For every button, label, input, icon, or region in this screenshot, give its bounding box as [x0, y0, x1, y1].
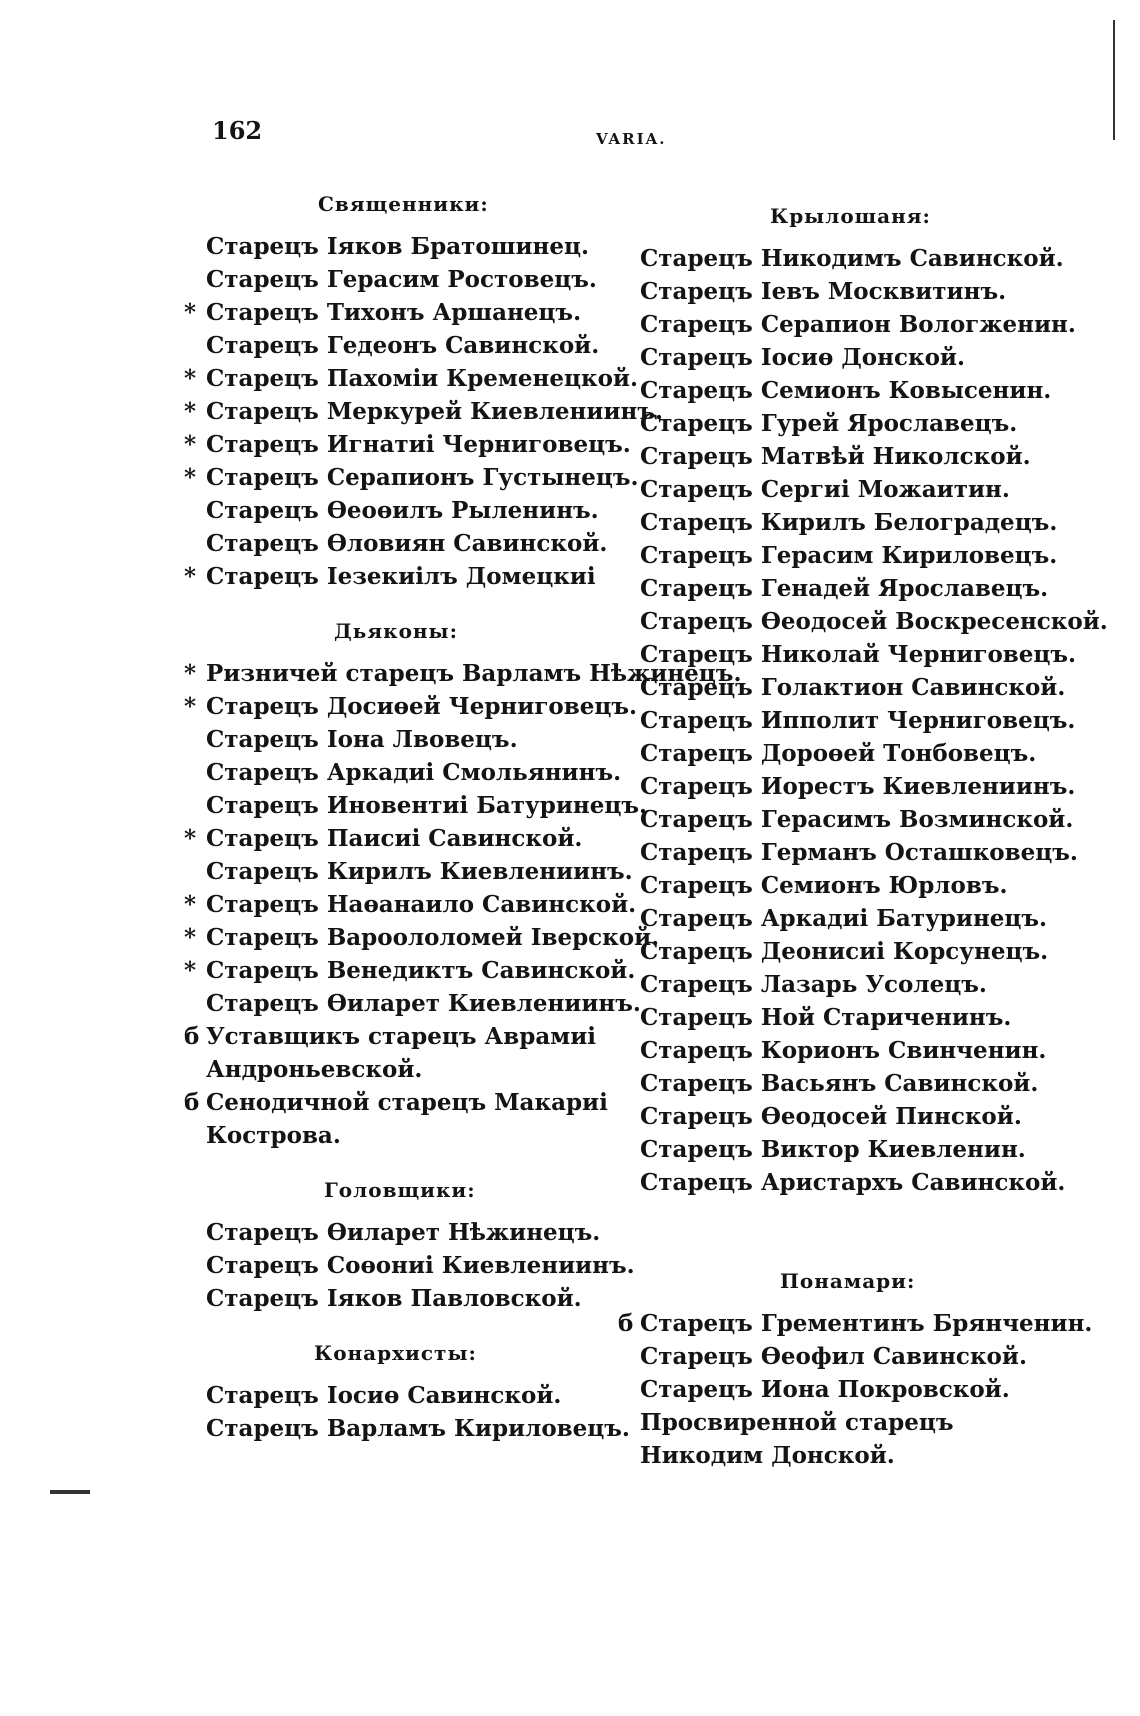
entry-text: Старецъ Іосиө Донской.	[640, 344, 965, 371]
section-kryloshanya	[640, 204, 1108, 1199]
entry-list	[618, 1307, 1093, 1472]
entry-text: Старецъ Кирилъ Белоградецъ.	[640, 509, 1058, 536]
entry-text: Старецъ Дороөей Тонбовецъ.	[640, 740, 1037, 767]
list-item	[640, 935, 1070, 968]
section-dyakony	[184, 619, 742, 1152]
entry-text: Старецъ Ной Стариченинъ.	[640, 1004, 1012, 1031]
entry-text: Ризничей старецъ Варламъ Нѣжинецъ.	[206, 660, 742, 687]
list-item	[184, 888, 637, 921]
entry-text: Старецъ Герасимъ Возминской.	[640, 806, 1074, 833]
left-column	[184, 192, 742, 1471]
entry-text: Старецъ Вароололомей Іверской.	[206, 924, 660, 951]
entry-text: Старецъ Өеофил Савинской.	[640, 1343, 1027, 1370]
entry-text: Старецъ Иорестъ Киевлениинъ.	[640, 773, 1076, 800]
list-item	[640, 275, 1070, 308]
entry-mark: *	[184, 398, 197, 425]
section-golovshchiki	[206, 1178, 635, 1315]
entry-text: Старецъ Герасим Кириловецъ.	[640, 542, 1058, 569]
list-item	[640, 869, 1070, 902]
entry-mark: б	[184, 1089, 200, 1116]
entry-text: Старецъ Васьянъ Савинской.	[640, 1070, 1039, 1097]
list-item	[640, 1373, 1070, 1406]
entry-text: Старецъ Корионъ Свинченин.	[640, 1037, 1047, 1064]
entry-text: Старецъ Пахоміи Кременецкой.	[206, 365, 639, 392]
entry-text: Старецъ Герасим Ростовецъ.	[206, 266, 597, 293]
list-item	[640, 1100, 1070, 1133]
entry-mark: б	[618, 1310, 634, 1337]
scan-edge-line	[1113, 20, 1115, 140]
list-item	[184, 461, 639, 494]
list-item	[206, 1379, 616, 1412]
list-item	[640, 473, 1070, 506]
section-heading: Головщики:	[324, 1178, 476, 1202]
entry-text: Старецъ Ипполит Черниговецъ.	[640, 707, 1076, 734]
entry-text: Старецъ Гедеонъ Савинской.	[206, 332, 600, 359]
list-item	[640, 1406, 1070, 1472]
running-head: VARIA.	[596, 130, 667, 148]
entry-list	[206, 1216, 635, 1315]
list-item	[640, 308, 1076, 341]
list-item	[206, 987, 641, 1020]
list-item	[640, 539, 1070, 572]
section-konarkhisty	[206, 1341, 630, 1445]
entry-text: Старецъ Тихонъ Аршанецъ.	[206, 299, 582, 326]
section-heading: Крылошаня:	[770, 204, 931, 228]
list-item	[618, 1307, 1093, 1340]
entry-text: Старецъ Сергиі Можаитин.	[640, 476, 1010, 503]
list-item	[640, 1067, 1070, 1100]
list-item	[184, 921, 660, 954]
entry-text: Старецъ Никодимъ Савинской.	[640, 245, 1064, 272]
list-item	[640, 1133, 1070, 1166]
entry-mark: б	[184, 1023, 200, 1050]
entry-text: Старецъ Лазарь Усолецъ.	[640, 971, 987, 998]
list-item	[184, 954, 636, 987]
entry-text: Старецъ Виктор Киевленин.	[640, 1136, 1026, 1163]
section-heading: Конархисты:	[314, 1341, 477, 1365]
entry-mark: *	[184, 660, 197, 687]
list-item	[184, 296, 616, 329]
list-item	[640, 1034, 1070, 1067]
list-item	[640, 902, 1070, 935]
list-item	[640, 440, 1070, 473]
entry-mark: *	[184, 563, 197, 590]
section-svyashchenniki	[184, 192, 663, 593]
list-item	[640, 605, 1108, 638]
list-item	[184, 428, 631, 461]
list-item	[206, 1412, 630, 1445]
list-item	[184, 822, 616, 855]
entry-text: Старецъ Иона Покровской.	[640, 1376, 1010, 1403]
list-item	[184, 395, 663, 428]
entry-mark: *	[184, 431, 197, 458]
entry-text: Старецъ Іяков Братошинец.	[206, 233, 589, 260]
list-item	[206, 1249, 635, 1282]
list-item	[206, 756, 622, 789]
list-item	[640, 374, 1070, 407]
list-item	[184, 657, 742, 690]
list-item	[206, 329, 616, 362]
entry-text: Старецъ Семионъ Ковысенин.	[640, 377, 1052, 404]
entry-text: Уставщикъ старецъ Аврамиі Андроньевской.	[206, 1023, 597, 1083]
list-item	[640, 968, 1070, 1001]
entry-text: Старецъ Өеоөилъ Рыленинъ.	[206, 497, 599, 524]
list-item	[184, 362, 639, 395]
entry-mark: *	[184, 957, 197, 984]
entry-text: Старецъ Меркурей Киевлениинъ.	[206, 398, 663, 425]
list-item	[184, 1020, 616, 1086]
entry-text: Старецъ Гурей Ярославецъ.	[640, 410, 1018, 437]
scan-blot	[50, 1490, 90, 1494]
entry-text: Старецъ Іяков Павловской.	[206, 1285, 582, 1312]
entry-text: Старецъ Іевъ Москвитинъ.	[640, 278, 1007, 305]
entry-text: Старецъ Генадей Ярославецъ.	[640, 575, 1049, 602]
list-item	[184, 560, 616, 593]
entry-mark: *	[184, 299, 197, 326]
entry-text: Старецъ Семионъ Юрловъ.	[640, 872, 1008, 899]
list-item	[640, 242, 1070, 275]
entry-text: Старецъ Аристархъ Савинской.	[640, 1169, 1066, 1196]
list-item	[640, 1001, 1070, 1034]
list-item	[206, 494, 616, 527]
list-item	[640, 1340, 1070, 1373]
list-item	[206, 789, 648, 822]
entry-text: Старецъ Іезекиілъ Домецкиі	[206, 563, 596, 590]
entry-text: Старецъ Досиөей Черниговецъ.	[206, 693, 638, 720]
page-number: 162	[212, 116, 263, 145]
entry-text: Старецъ Наөанаило Савинской.	[206, 891, 637, 918]
entry-text: Старецъ Кирилъ Киевлениинъ.	[206, 858, 633, 885]
entry-text: Старецъ Өеодосей Пинской.	[640, 1103, 1022, 1130]
list-item	[184, 690, 638, 723]
entry-text: Старецъ Өиларет Нѣжинецъ.	[206, 1219, 601, 1246]
entry-mark: *	[184, 825, 197, 852]
list-item	[640, 737, 1070, 770]
entry-text: Старецъ Соөониі Киевлениинъ.	[206, 1252, 635, 1279]
entry-mark: *	[184, 924, 197, 951]
section-heading: Понамари:	[780, 1269, 916, 1293]
entry-text: Старецъ Өеодосей Воскресенской.	[640, 608, 1108, 635]
list-item	[640, 638, 1077, 671]
entry-text: Старецъ Өловиян Савинской.	[206, 530, 608, 557]
entry-text: Просвиренной старецъ Никодим Донской.	[640, 1409, 954, 1469]
entry-mark: *	[184, 464, 197, 491]
entry-list	[206, 1379, 630, 1445]
entry-text: Старецъ Иновентиі Батуринецъ.	[206, 792, 648, 819]
entry-text: Старецъ Аркадиі Батуринецъ.	[640, 905, 1048, 932]
entry-text: Старецъ Игнатиі Черниговецъ.	[206, 431, 631, 458]
entry-list	[184, 230, 663, 593]
entry-text: Старецъ Паисиі Савинской.	[206, 825, 583, 852]
list-item	[206, 527, 616, 560]
section-ponamari	[618, 1269, 1093, 1472]
list-item	[640, 1166, 1070, 1199]
list-item	[640, 704, 1076, 737]
entry-text: Старецъ Аркадиі Смольянинъ.	[206, 759, 622, 786]
entry-text: Сенодичной старецъ Макариі Кострова.	[206, 1089, 608, 1149]
list-item	[206, 1282, 616, 1315]
entry-text: Старецъ Өиларет Киевлениинъ.	[206, 990, 641, 1017]
entry-text: Старецъ Серапионъ Густынецъ.	[206, 464, 639, 491]
list-item	[640, 572, 1070, 605]
entry-text: Старецъ Голактион Савинской.	[640, 674, 1066, 701]
list-item	[206, 263, 616, 296]
entry-text: Старецъ Венедиктъ Савинской.	[206, 957, 636, 984]
list-item	[206, 723, 616, 756]
list-item	[640, 836, 1078, 869]
right-column	[618, 204, 1108, 1498]
entry-text: Старецъ Николай Черниговецъ.	[640, 641, 1077, 668]
entry-text: Старецъ Варламъ Кириловецъ.	[206, 1415, 630, 1442]
entry-text: Старецъ Іосиө Савинской.	[206, 1382, 562, 1409]
list-item	[206, 855, 633, 888]
list-item	[184, 1086, 616, 1152]
entry-list	[184, 657, 742, 1152]
entry-text: Старецъ Матвѣй Николской.	[640, 443, 1031, 470]
list-item	[206, 1216, 616, 1249]
list-item	[640, 671, 1070, 704]
list-item	[640, 506, 1070, 539]
entry-mark: *	[184, 365, 197, 392]
entry-text: Старецъ Іона Лвовецъ.	[206, 726, 518, 753]
section-heading: Дьяконы:	[334, 619, 458, 643]
list-item	[640, 803, 1074, 836]
entry-list	[640, 242, 1108, 1199]
entry-text: Старецъ Грементинъ Брянченин.	[640, 1310, 1093, 1337]
list-item	[640, 407, 1070, 440]
list-item	[640, 770, 1076, 803]
entry-mark: *	[184, 891, 197, 918]
entry-text: Старецъ Деонисиі Корсунецъ.	[640, 938, 1049, 965]
list-item	[206, 230, 616, 263]
list-item	[640, 341, 1070, 374]
section-heading: Священники:	[318, 192, 489, 216]
entry-text: Старецъ Германъ Осташковецъ.	[640, 839, 1078, 866]
entry-mark: *	[184, 693, 197, 720]
entry-text: Старецъ Серапион Вологженин.	[640, 311, 1076, 338]
